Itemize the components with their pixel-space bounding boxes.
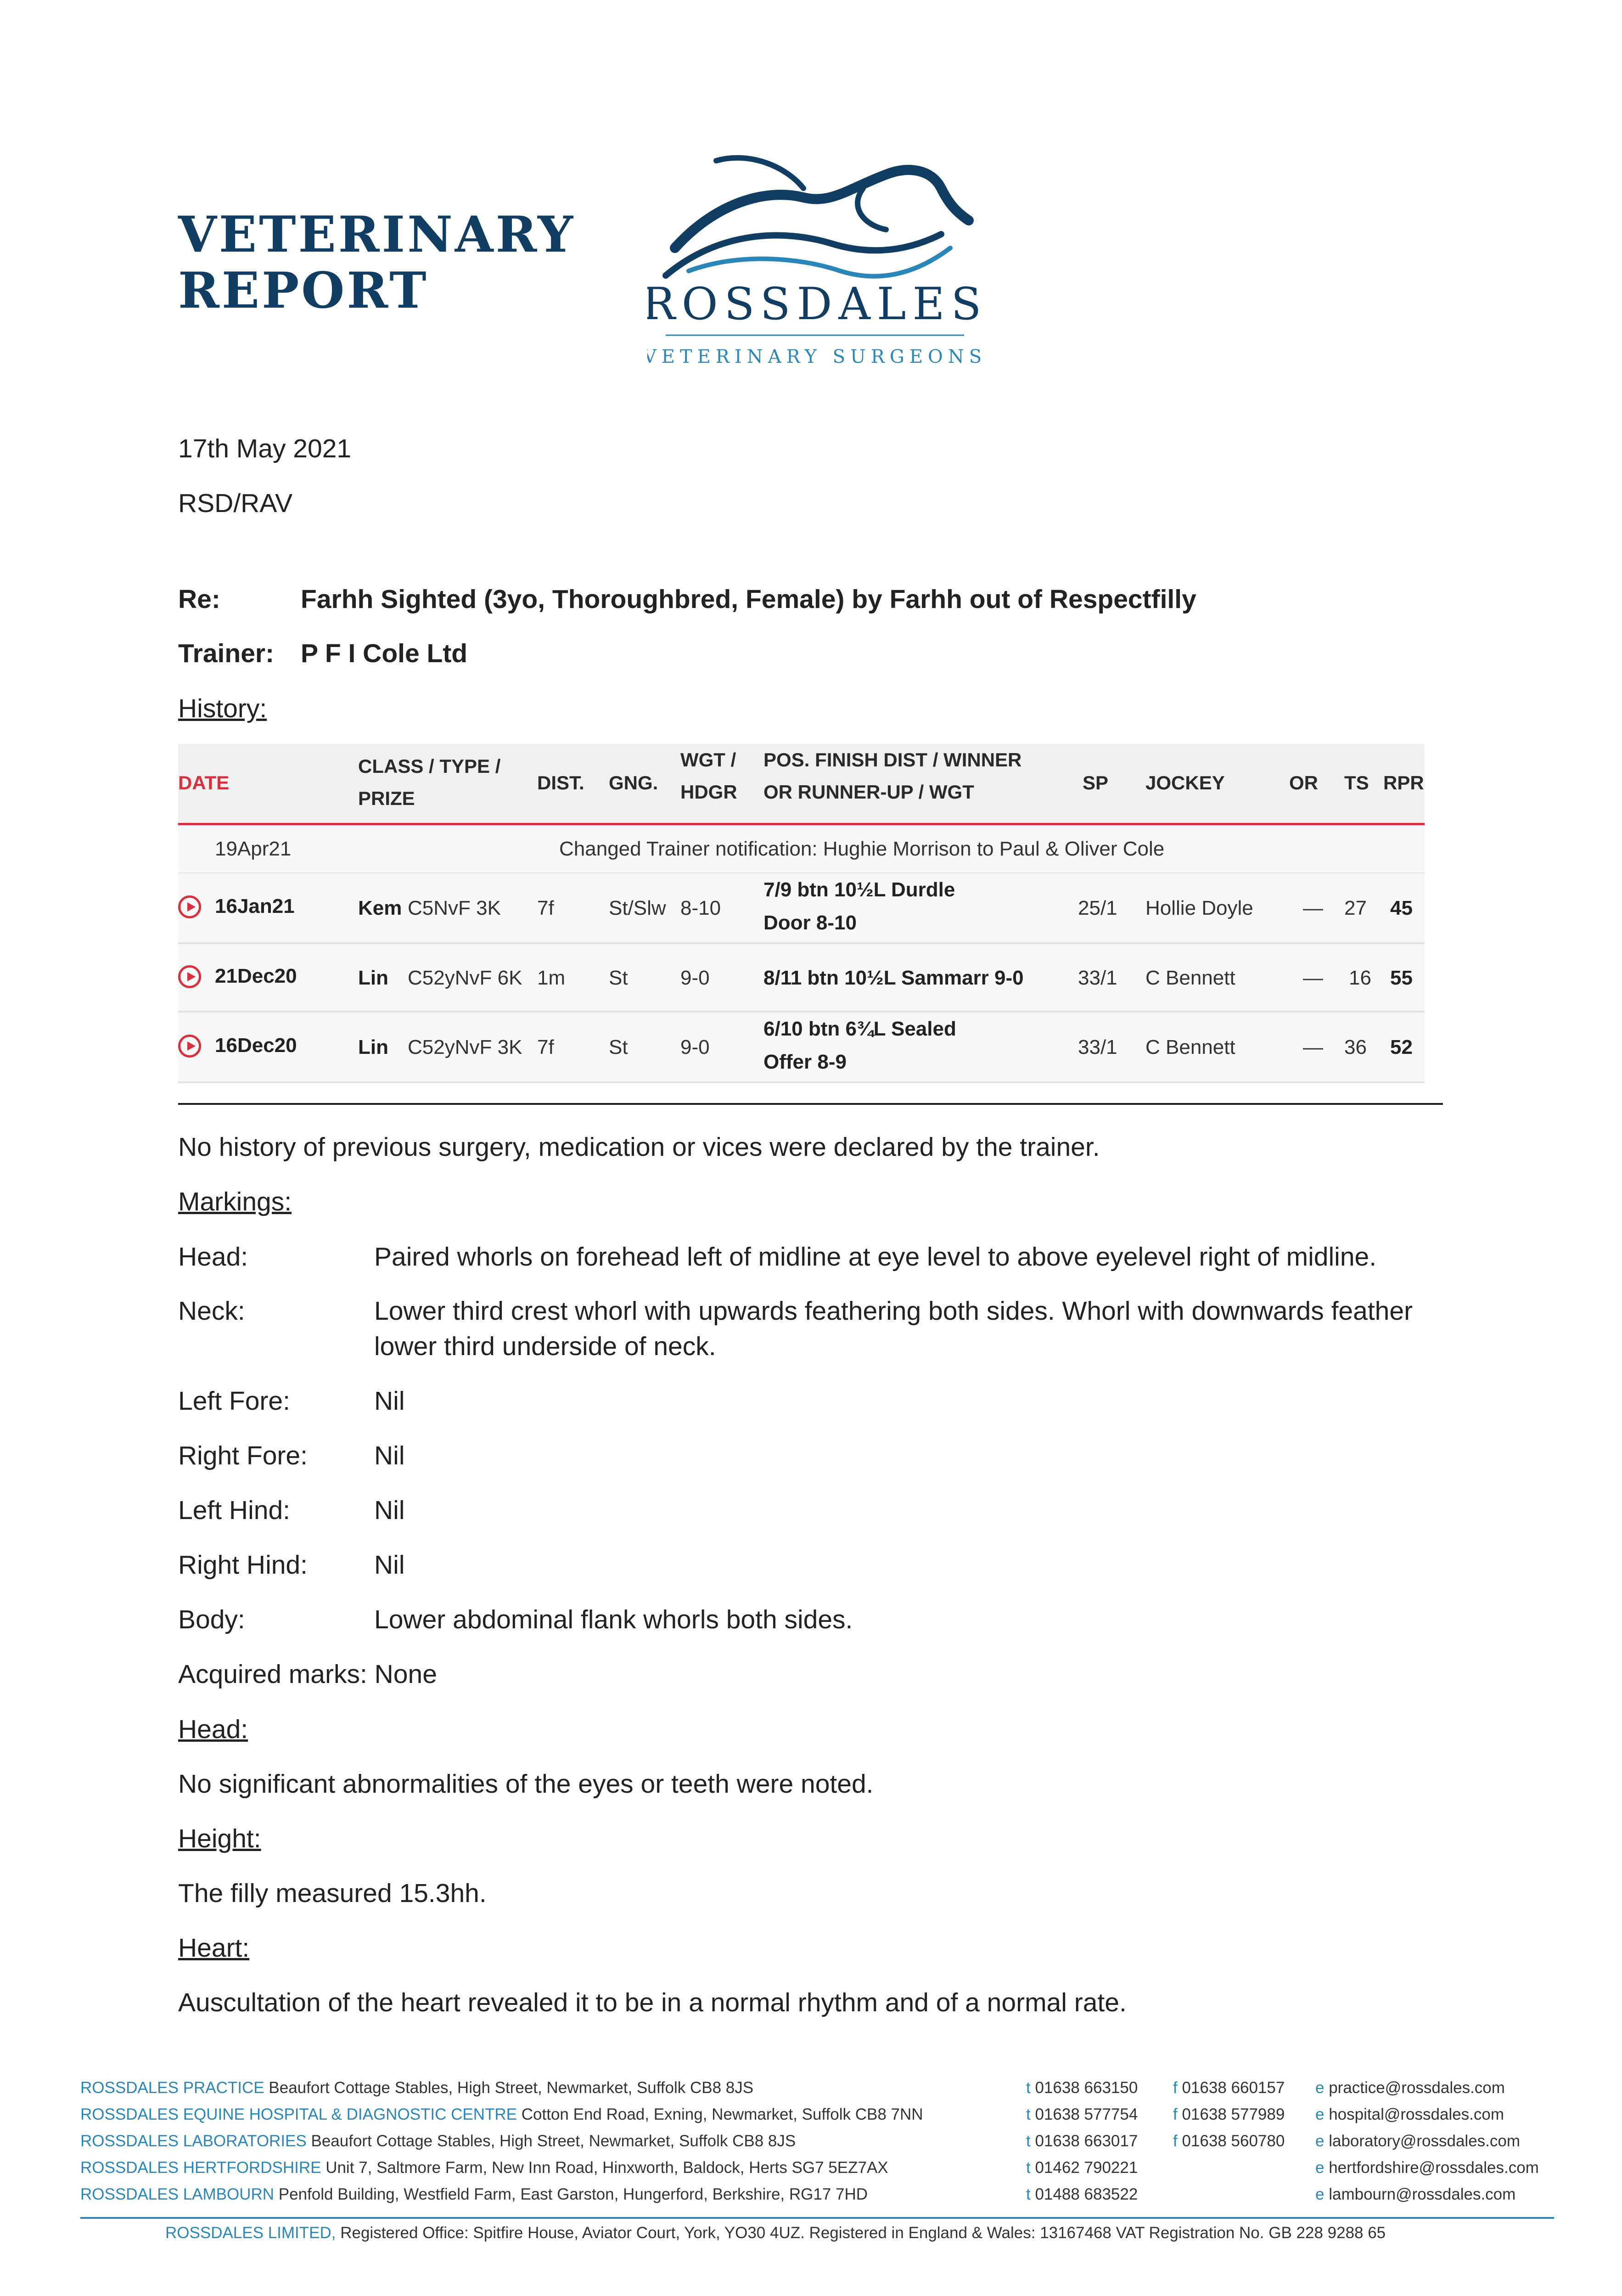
footer-practice-row <box>80 2075 753 2101</box>
company-name: ROSSDALES LIMITED, <box>165 2224 336 2242</box>
practice-email[interactable]: e practice@rossdales.com <box>1315 2079 1505 2097</box>
col-ts: TS <box>1344 772 1369 793</box>
race-sp: 33/1 <box>1078 967 1117 989</box>
race-class: C52yNvF 6K <box>408 967 522 989</box>
trainer-change-row <box>178 825 1425 874</box>
table-divider <box>178 1103 1443 1105</box>
logo-subtitle: VETERINARY SURGEONS <box>647 346 982 367</box>
play-video-icon[interactable] <box>178 965 201 988</box>
race-ts: 36 <box>1344 1036 1367 1058</box>
race-jockey: C Bennett <box>1145 967 1235 989</box>
history-heading: History: <box>178 694 267 723</box>
play-video-icon[interactable] <box>178 895 201 918</box>
head-heading: Head: <box>178 1715 248 1744</box>
race-dist: 1m <box>537 967 566 989</box>
race-going: St/Slw <box>609 897 666 919</box>
marking-neck-value-1: Lower third crest whorl with upwards feathering both sides. Whorl with downwards feather <box>374 1296 1413 1326</box>
marking-body-label: Body: <box>178 1605 245 1634</box>
marking-right-hind-value: Nil <box>374 1550 405 1580</box>
footer-practice-row <box>80 2155 888 2181</box>
race-date: 21Dec20 <box>215 965 297 987</box>
race-going: St <box>609 967 628 989</box>
marking-head-label: Head: <box>178 1242 248 1272</box>
race-weight: 8-10 <box>680 897 721 919</box>
title-line-2: REPORT <box>178 262 429 320</box>
race-course: Lin <box>358 967 388 989</box>
horse-logo-icon <box>647 138 982 377</box>
marking-left-fore-label: Left Fore: <box>178 1386 290 1416</box>
footer-practice-row <box>80 2128 796 2155</box>
col-or: OR <box>1289 772 1318 793</box>
table-row <box>178 1013 1425 1083</box>
heart-findings: Auscultation of the heart revealed it to be in a normal rhythm and of a normal rate. <box>178 1988 1127 2017</box>
race-dist: 7f <box>537 1036 554 1058</box>
col-dist: DIST. <box>537 772 584 793</box>
race-or: — <box>1303 967 1323 989</box>
trainer-name: P F I Cole Ltd <box>301 639 468 668</box>
logo-name: ROSSDALES <box>647 278 982 330</box>
race-course: Lin <box>358 1036 388 1058</box>
markings-heading: Markings: <box>178 1187 292 1216</box>
race-rpr: 45 <box>1390 897 1413 919</box>
race-class: C5NvF 3K <box>408 897 501 919</box>
race-ts: 16 <box>1349 967 1371 989</box>
race-sp: 33/1 <box>1078 1036 1117 1058</box>
head-findings: No significant abnormalities of the eyes or teeth were noted. <box>178 1769 874 1799</box>
col-wgt-2: HDGR <box>680 781 737 803</box>
race-sp: 25/1 <box>1078 897 1117 919</box>
col-class-2: PRIZE <box>358 788 415 809</box>
title-line-1: VETERINARY <box>178 206 576 264</box>
horse-description: Farhh Sighted (3yo, Thoroughbred, Female) by Farhh out of Respectfilly <box>301 585 1196 614</box>
race-position-1: 8/11 btn 10½L Sammarr 9-0 <box>763 967 1024 989</box>
col-class-1: CLASS / TYPE / <box>358 755 501 777</box>
race-or: — <box>1303 897 1323 919</box>
marking-neck-label: Neck: <box>178 1296 245 1326</box>
col-jockey: JOCKEY <box>1145 772 1225 793</box>
race-position-2: Offer 8-9 <box>763 1051 847 1073</box>
footer-practice-row <box>80 2101 923 2128</box>
practice-fax: f 01638 577989 <box>1173 2105 1285 2123</box>
marking-neck-value-2: lower third underside of neck. <box>374 1332 716 1361</box>
practice-address: Penfold Building, Westfield Farm, East Garston, Hungerford, Berkshire, RG17 7HD <box>278 2185 868 2203</box>
practice-fax: f 01638 560780 <box>1173 2132 1285 2150</box>
race-history-table <box>178 744 1425 1091</box>
height-findings: The filly measured 15.3hh. <box>178 1879 487 1908</box>
practice-email[interactable]: e laboratory@rossdales.com <box>1315 2132 1521 2150</box>
col-rpr: RPR <box>1383 772 1424 793</box>
col-wgt-1: WGT / <box>680 749 736 771</box>
company-info: Registered Office: Spitfire House, Aviator Court, York, YO30 4UZ. Registered in England & Wales: 13167468 VAT Registration No. GB 228 9288 65 <box>340 2224 1386 2242</box>
practice-phone: t 01462 790221 <box>1026 2159 1138 2177</box>
footer-practice-row <box>80 2181 868 2208</box>
col-pos-2: OR RUNNER-UP / WGT <box>763 781 974 803</box>
race-rpr: 55 <box>1390 967 1413 989</box>
practice-email[interactable]: e hertfordshire@rossdales.com <box>1315 2159 1539 2177</box>
marking-left-hind-value: Nil <box>374 1496 405 1525</box>
heart-heading: Heart: <box>178 1933 250 1963</box>
practice-address: Beaufort Cottage Stables, High Street, Newmarket, Suffolk CB8 8JS <box>311 2132 796 2150</box>
no-history-statement: No history of previous surgery, medication or vices were declared by the trainer. <box>178 1132 1100 1162</box>
marking-left-hind-label: Left Hind: <box>178 1496 290 1525</box>
race-date: 16Dec20 <box>215 1034 297 1057</box>
rossdales-logo <box>647 138 982 377</box>
practice-phone: t 01488 683522 <box>1026 2185 1138 2203</box>
race-date: 16Jan21 <box>215 895 295 917</box>
marking-head-value: Paired whorls on forehead left of midline at eye level to above eyelevel right of midline. <box>374 1242 1377 1272</box>
practice-name: ROSSDALES HERTFORDSHIRE <box>80 2159 321 2177</box>
race-dist: 7f <box>537 897 554 919</box>
race-weight: 9-0 <box>680 1036 710 1058</box>
practice-fax: f 01638 660157 <box>1173 2079 1285 2097</box>
acquired-marks: Acquired marks: None <box>178 1660 437 1689</box>
practice-email[interactable]: e hospital@rossdales.com <box>1315 2105 1504 2123</box>
marking-right-fore-value: Nil <box>374 1441 405 1470</box>
practice-name: ROSSDALES PRACTICE <box>80 2079 264 2097</box>
footer-divider <box>80 2217 1554 2219</box>
race-jockey: C Bennett <box>1145 1036 1235 1058</box>
race-position-1: 7/9 btn 10½L Durdle <box>763 878 955 901</box>
race-course: Kem <box>358 897 402 919</box>
practice-name: ROSSDALES EQUINE HOSPITAL & DIAGNOSTIC CENTRE <box>80 2105 517 2123</box>
practice-phone: t 01638 663017 <box>1026 2132 1138 2150</box>
report-date: 17th May 2021 <box>178 434 352 463</box>
race-going: St <box>609 1036 628 1058</box>
practice-email[interactable]: e lambourn@rossdales.com <box>1315 2185 1516 2203</box>
practice-phone: t 01638 663150 <box>1026 2079 1138 2097</box>
marking-left-fore-value: Nil <box>374 1386 405 1416</box>
trainer-label: Trainer: <box>178 639 275 668</box>
practice-name: ROSSDALES LABORATORIES <box>80 2132 307 2150</box>
height-heading: Height: <box>178 1824 261 1853</box>
col-sp: SP <box>1083 772 1109 793</box>
notice-date: 19Apr21 <box>215 838 292 860</box>
col-date: DATE <box>178 772 230 793</box>
practice-address: Unit 7, Saltmore Farm, New Inn Road, Hinxworth, Baldock, Herts SG7 5EZ7AX <box>326 2159 888 2177</box>
practice-name: ROSSDALES LAMBOURN <box>80 2185 275 2203</box>
marking-right-fore-label: Right Fore: <box>178 1441 308 1470</box>
table-row <box>178 944 1425 1013</box>
practice-address: Beaufort Cottage Stables, High Street, Newmarket, Suffolk CB8 8JS <box>269 2079 754 2097</box>
race-weight: 9-0 <box>680 967 710 989</box>
table-header <box>178 744 1425 825</box>
table-row <box>178 873 1425 944</box>
race-rpr: 52 <box>1390 1036 1413 1058</box>
race-position-1: 6/10 btn 6¾L Sealed <box>763 1018 956 1040</box>
notice-text: Changed Trainer notification: Hughie Morrison to Paul & Oliver Cole <box>559 838 1165 860</box>
report-title <box>178 207 575 319</box>
re-label: Re: <box>178 585 220 614</box>
practice-address: Cotton End Road, Exning, Newmarket, Suffolk CB8 7NN <box>521 2105 923 2123</box>
race-position-2: Door 8-10 <box>763 912 857 934</box>
play-video-icon[interactable] <box>178 1035 201 1058</box>
col-going: GNG. <box>609 772 658 793</box>
col-pos-1: POS. FINISH DIST / WINNER <box>763 749 1022 771</box>
practice-phone: t 01638 577754 <box>1026 2105 1138 2123</box>
race-or: — <box>1303 1036 1323 1058</box>
report-reference: RSD/RAV <box>178 489 293 518</box>
marking-body-value: Lower abdominal flank whorls both sides. <box>374 1605 853 1634</box>
marking-right-hind-label: Right Hind: <box>178 1550 308 1580</box>
race-jockey: Hollie Doyle <box>1145 897 1253 919</box>
company-registration <box>165 2220 1386 2246</box>
race-class: C52yNvF 3K <box>408 1036 522 1058</box>
race-ts: 27 <box>1344 897 1367 919</box>
